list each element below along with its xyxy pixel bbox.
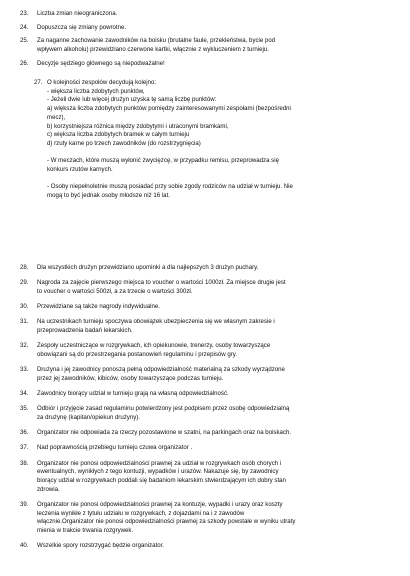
rule-text-line: to voucher o wartości 500zł, a za trzecie o wartości 300zł. <box>37 287 193 295</box>
rule-number: 38. <box>20 459 29 467</box>
rule-text-line: wpływem alkoholu) przewidziano czerwone kartki, włącznie z wykluczeniem z turnieju. <box>37 46 269 54</box>
rule-number: 27. <box>34 79 43 86</box>
rule-text-line: przez jej zawodników, kibiców, osoby towarzyszące podczas turnieju. <box>37 374 224 382</box>
rule-text-line: - Jeżeli dwie lub więcej drużyn uzyska tę samą liczbę punktów: <box>47 96 217 104</box>
rule-text <box>37 342 396 359</box>
rule-text-line: Przewidziane są także nagrody indywidualne. <box>37 303 160 311</box>
rule-number: 32. <box>20 342 29 350</box>
rule-text-line: obowiązani są do przestrzegania postanowień regulaminu i przepisów gry. <box>37 350 238 358</box>
rule-text-line: Zespoły uczestniczące w rozgrywkach, ich opiekunowie, trenerzy, osoby towarzyszące <box>37 342 271 350</box>
rule-number: 33. <box>20 366 29 374</box>
rule-text <box>37 10 396 19</box>
rule-item <box>20 390 396 399</box>
rule-number: 35. <box>20 405 29 413</box>
rule-text-line: c) większa liczba zdobytych bramek w całym turnieju <box>47 131 190 139</box>
rule-text-line: O kolejności zespołów decydują kolejno: <box>47 79 157 86</box>
rule-text <box>37 24 396 33</box>
rule-text-line: Nad poprawnością przebiegu turnieju czuwa organizator . <box>37 444 193 452</box>
rule-text <box>37 405 396 422</box>
rule-item <box>20 60 396 69</box>
rule-text-line: za drużynę (kapitan/opiekun drużyny). <box>37 413 140 421</box>
rule-number: 30. <box>20 303 29 311</box>
rule-item <box>20 264 396 273</box>
rule-text-line: - Osoby niepełnoletnie muszą posiadać przy sobie zgody rodziców na udział w turnieju. Nie <box>47 183 293 191</box>
rule-text-line: Nagroda za zajęcie pierwszego miejsca to voucher o wartości 1000zł. Za miejsce drugie jest <box>37 279 286 287</box>
rule-text-line: konkurs rzutów karnych. <box>47 166 113 174</box>
rule-number: 24. <box>20 23 29 31</box>
rule-text-line: d) rzuty karne po trzech zawodników (do rozstrzygnięcia) <box>47 139 201 147</box>
rule-text-line: Na uczestnikach turnieju spoczywa obowiązek ubezpieczenia się we własnym zakresie i <box>37 318 275 326</box>
rule-text-line <box>47 149 396 158</box>
rule-text-line: b) korzystniejsza różnica między zdobytymi i utraconymi bramkami, <box>47 122 229 130</box>
rule-text-line: - większa liczba zdobytych punktów, <box>47 87 145 95</box>
rule-number: 28. <box>20 264 29 271</box>
rule-text <box>47 79 396 201</box>
rule-text-line: Organizator nie odpowiada za rzeczy pozostawione w szatni, na parkingach oraz na boiskach. <box>37 429 292 437</box>
rule-text-line: Liczba zmian nieograniczona. <box>37 10 118 17</box>
rule-item <box>20 405 396 422</box>
rule-number: 31. <box>20 318 29 326</box>
rule-item <box>20 24 396 33</box>
rule-text-line: Za naganne zachowanie zawodników na boisku (brutalne faule, przekleństwa, bycie pod <box>37 37 276 45</box>
rule-item <box>20 501 396 536</box>
rule-text-line: Dopuszcza się zmiany powrotne. <box>37 23 127 31</box>
rule-text-line <box>47 175 396 184</box>
rule-item <box>20 279 396 296</box>
rule-text-line: - W meczach, które muszą wyłonić zwycięzcę, w przypadku remisu, przeprowadza się <box>47 157 279 165</box>
rule-text-line: Wszelkie spory rozstrzygać będzie organizator. <box>37 542 165 550</box>
rule-item <box>20 303 396 312</box>
rule-item <box>20 10 396 19</box>
rule-text <box>37 366 396 383</box>
rule-text <box>37 542 396 551</box>
rule-text <box>37 264 396 273</box>
rule-number: 23. <box>20 10 29 17</box>
rule-text-line: Organizator nie ponosi odpowiedzialności prawnej za kontuzje, wypadki i urazy oraz koszty <box>37 500 283 508</box>
rule-item <box>20 342 396 359</box>
rule-item <box>20 79 396 201</box>
rule-item <box>20 37 396 54</box>
rule-text <box>37 429 396 438</box>
rule-text-line: Organizator nie ponosi odpowiedzialności prawnej za udział w rozgrywkach osób chorych i <box>37 459 282 467</box>
rule-text <box>37 37 396 54</box>
rule-item <box>20 542 396 551</box>
rule-text <box>37 303 396 312</box>
rule-text-line: przeprowadzenia badań lekarskich. <box>37 327 133 334</box>
rule-number: 29. <box>20 279 29 287</box>
rule-number: 36. <box>20 429 29 437</box>
rule-number: 26. <box>20 59 29 67</box>
rule-text-line: mienia w trakcie trwania rozgrywek. <box>37 526 134 534</box>
rule-text-line: ewentualnych, wynikłych z tego kontuzji, wypadków i urazów. Nakazuje się, by zawodnicy <box>37 468 279 476</box>
rule-text-line: Dla wszystkich drużyn przewidziano upominki a dla najlepszych 3 drużyn puchary. <box>37 264 259 271</box>
rule-item <box>20 444 396 453</box>
rule-text <box>37 390 396 399</box>
rule-text-line: mogą to być jednak osoby młodsze niż 16 lat. <box>47 192 170 200</box>
rule-number: 34. <box>20 390 29 397</box>
rule-number: 40. <box>20 542 29 550</box>
rule-text-line: Drużyna i jej zawodnicy ponoszą pełną odpowiedzialność materialną za szkody wyrządzone <box>37 366 285 374</box>
rule-item <box>20 429 396 438</box>
rule-number: 25. <box>20 37 29 45</box>
rule-number: 37. <box>20 444 29 452</box>
rule-item <box>20 366 396 383</box>
rule-text-line: biorący udział w rozgrywkach poddali się badaniom lekarskim stwierdzającym ich dobry stan <box>37 476 286 484</box>
rule-text-line: zdrowia. <box>37 485 60 493</box>
rule-text <box>37 318 396 335</box>
rule-text <box>37 279 396 296</box>
rule-text <box>37 60 396 69</box>
rule-text <box>37 501 396 536</box>
rule-text <box>37 444 396 453</box>
rule-text-line: Zawodnicy biorący udział w turnieju grają na własną odpowiedzialność. <box>37 390 229 397</box>
rule-number: 39. <box>20 500 29 508</box>
rule-text <box>37 460 396 495</box>
rule-text-line: Decyzje sędziego głównego są niepodważalne! <box>37 59 165 67</box>
rule-item <box>20 460 396 495</box>
rule-text-line: włącznie.Organizator nie ponosi odpowiedzialności prawnej za szkody powstałe w wyniku utraty <box>37 518 296 526</box>
rule-text-line: leczenia wynikłe z tytułu udziału w rozgrywkach, z dojazdami na i z zawodów <box>37 509 245 517</box>
rule-item <box>20 318 396 335</box>
rule-text-line: Odbiór i przyjęcie zasad regulaminu potwierdzony jest podpisem przez osobę odpowiedzialną <box>37 405 290 413</box>
rule-text-line: a) większa liczba zdobytych punktów pomiędzy zainteresowanymi zespołami (bezpośredni <box>47 105 291 113</box>
rule-text-line: mecz), <box>47 113 66 121</box>
